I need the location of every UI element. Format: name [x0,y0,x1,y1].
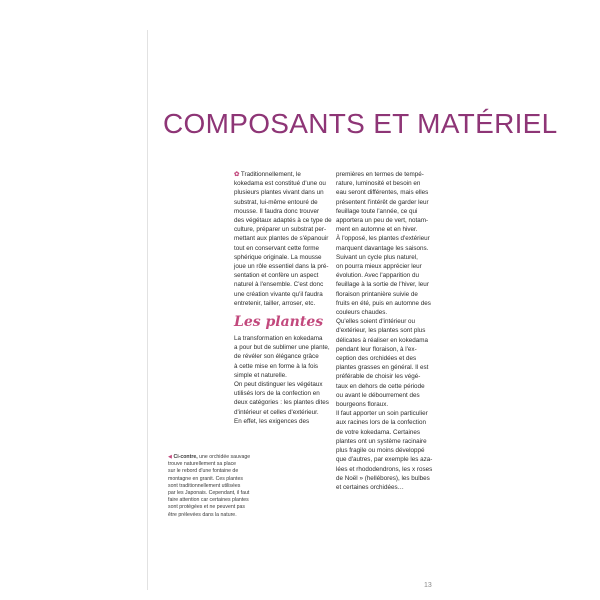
page-title: COMPOSANTS ET MATÉRIEL [163,108,558,139]
caption-line [168,504,268,511]
caption-line [168,497,268,504]
text-line-text: joue un rôle essentiel dans la pré- [234,263,329,271]
right-column [336,170,436,492]
text-line [336,253,436,262]
text-line [336,170,436,179]
text-line-text: lées et rhododendrons, les x roses [336,465,433,473]
text-line [234,170,334,179]
plants-paragraph [234,334,334,426]
text-line [336,372,436,381]
text-line [234,179,334,188]
text-line [234,253,334,262]
text-line [234,334,334,343]
text-line [336,225,436,234]
text-line [336,336,436,345]
text-line [336,299,436,308]
text-line-text: que d'autres, par exemple les aza- [336,456,433,464]
text-line-text: sphérique originale. La mousse [234,253,322,261]
caption-arrow-icon: ◀ [168,454,172,460]
text-line [336,418,436,427]
flower-ornament-icon: ✿ [234,171,240,178]
text-line [336,474,436,483]
text-line-text: mettant aux plantes de s'épanouir [234,235,329,243]
text-line-text: En effet, les exigences des [234,417,310,425]
text-line-text: d'intérieur et celles d'extérieur. [234,408,319,416]
text-line-text: substrat, lui-même entouré de [234,198,318,206]
text-line-text: de Noël » (hellébores), les bulbes [336,474,430,482]
text-line-text: Traditionnellement, le [240,171,301,178]
text-line [234,262,334,271]
text-line-text: On peut distinguer les végétaux [234,381,323,389]
text-line-text: taux en dehors de cette période [336,382,425,390]
text-line-text: pendant leur floraison, à l'ex- [336,345,417,353]
text-line [234,352,334,361]
text-line-text: d'extérieur, les plantes sont plus [336,327,426,335]
text-line [234,225,334,234]
text-line-text: à cette mise en forme à la fois [234,362,318,370]
text-line [336,179,436,188]
text-line [336,308,436,317]
caption-line-text: par les Japonais. Cependant, il faut [168,490,250,497]
text-line-text: des végétaux adaptés à ce type de [234,217,332,225]
text-line-text: délicates à réaliser en kokedama [336,336,429,344]
text-line-text: Qu'elles soient d'intérieur ou [336,318,416,326]
text-line-text: tout en conservant cette forme [234,244,320,252]
text-line [234,207,334,216]
text-line-text: La transformation en kokedama [234,335,323,343]
text-line [234,216,334,225]
text-line [336,262,436,271]
text-line [336,437,436,446]
text-line-text: on pourra mieux apprécier leur [336,263,422,271]
caption-line [168,461,268,468]
text-line-text: ment en automne et en hiver. [336,226,418,234]
caption-line [168,490,268,497]
text-line-text: présentent l'intérêt de garder leur [336,198,429,206]
text-line-text: ou avant le débourrement des [336,391,420,399]
caption-first-line: une orchidée sauvage [197,454,251,460]
text-line-text: couleurs chaudes. [336,309,388,317]
text-line-text: évolution. Avec l'apparition du [336,272,420,280]
text-line-text: de votre kokedama. Certaines [336,428,421,436]
caption-line-text: montagne en granit. Ces plantes [168,475,243,482]
text-line-text: sentation et confère un aspect [234,272,319,280]
text-line-text: premières en termes de tempé- [336,171,424,178]
text-line-text: rature, luminosité et besoin en [336,180,421,188]
text-line [336,391,436,400]
intro-paragraph [234,170,334,308]
text-line-text: plantes ont un système racinaire [336,437,427,445]
photo-caption [168,454,268,519]
text-line [336,216,436,225]
text-line-text: culture, préparer un substrat per- [234,226,327,234]
text-line-text: a pour but de sublimer une plante, [234,344,330,352]
text-line [336,317,436,326]
text-line-text: une création vivante qu'il faudra [234,290,323,298]
text-line-text: simple et naturelle. [234,371,287,379]
text-line [336,188,436,197]
section-heading: Les plantes [234,314,324,331]
text-line [234,362,334,371]
text-line [336,465,436,474]
text-line [336,400,436,409]
text-line [234,244,334,253]
text-line-text: et certaines orchidées… [336,483,404,491]
text-line [336,345,436,354]
text-line [234,271,334,280]
caption-line-text: être prélevées dans la nature. [168,511,237,518]
text-line-text: feuillage à la sortie de l'hiver, leur [336,281,429,289]
text-line-text: ception des orchidées et des [336,355,417,363]
text-line [234,408,334,417]
text-line [336,326,436,335]
page-number: 13 [424,582,432,589]
text-line-text: préférable de choisir les végé- [336,373,421,381]
text-line [234,398,334,407]
text-line [336,280,436,289]
caption-line-text: sont traditionnellement utilisées [168,482,241,489]
text-line-text: fruits en été, puis en automne des [336,299,431,307]
text-line-text: deux catégories : les plantes dites [234,399,329,407]
caption-line-text: trouve naturellement sa place [168,461,237,468]
caption-body [168,461,268,519]
text-line-text: Il faut apporter un soin particulier [336,410,428,418]
text-line [336,428,436,437]
text-line [336,234,436,243]
text-line [234,299,334,308]
text-line-text: utilisés lors de la confection en [234,390,320,398]
caption-line [168,512,268,519]
caption-line [168,483,268,490]
text-line [234,198,334,207]
text-line-text: feuillage toute l'année, ce qui [336,207,418,215]
text-line-text: kokedama est constitué d'une ou [234,180,326,188]
text-line [234,371,334,380]
text-line [336,244,436,253]
text-line-text: eau seront différentes, mais elles [336,189,429,197]
caption-line [168,468,268,475]
text-line [336,207,436,216]
text-line [234,234,334,243]
text-line [336,290,436,299]
text-line [234,280,334,289]
text-line [234,380,334,389]
text-line-text: de révéler son élégance grâce [234,353,319,361]
caption-line [168,476,268,483]
caption-line-text: sont protégées et ne peuvent pas [168,504,246,511]
text-line [336,446,436,455]
text-line [336,354,436,363]
text-line [336,198,436,207]
text-line-text: plantes grasses en général. Il est [336,364,429,372]
text-line [234,290,334,299]
text-line [336,271,436,280]
text-line [234,188,334,197]
text-line [234,343,334,352]
text-line [336,363,436,372]
text-line-text: plus fragile ou moins développé [336,447,425,455]
caption-lead: Ci-contre, [173,454,198,460]
text-line [234,417,334,426]
text-line-text: aux racines lors de la confection [336,419,426,427]
caption-line-text: faire attention car certaines plantes [168,497,249,504]
text-line [336,483,436,492]
text-line-text: naturel à l'ensemble. C'est donc [234,281,324,289]
text-line [336,455,436,464]
text-line-text: entretenir, tailler, arroser, etc. [234,299,316,307]
text-line [336,409,436,418]
page-edge [147,30,148,590]
text-line [336,382,436,391]
text-line-text: mousse. Il faudra donc trouver [234,207,320,215]
text-line-text: bourgeons floraux. [336,401,389,409]
left-column [234,170,334,426]
text-line-text: apportera un peu de vert, notam- [336,217,429,225]
text-line [234,389,334,398]
right-column-text [336,170,436,492]
text-line-text: floraison printanière suivie de [336,290,418,298]
text-line-text: marquent davantage les saisons. [336,244,429,252]
text-line-text: plusieurs plantes vivant dans un [234,189,324,197]
text-line-text: À l'opposé, les plantes d'extérieur [336,235,430,243]
text-line-text: Suivant un cycle plus naturel, [336,253,418,261]
caption-line-text: sur le rebord d'une fontaine de [168,468,239,475]
